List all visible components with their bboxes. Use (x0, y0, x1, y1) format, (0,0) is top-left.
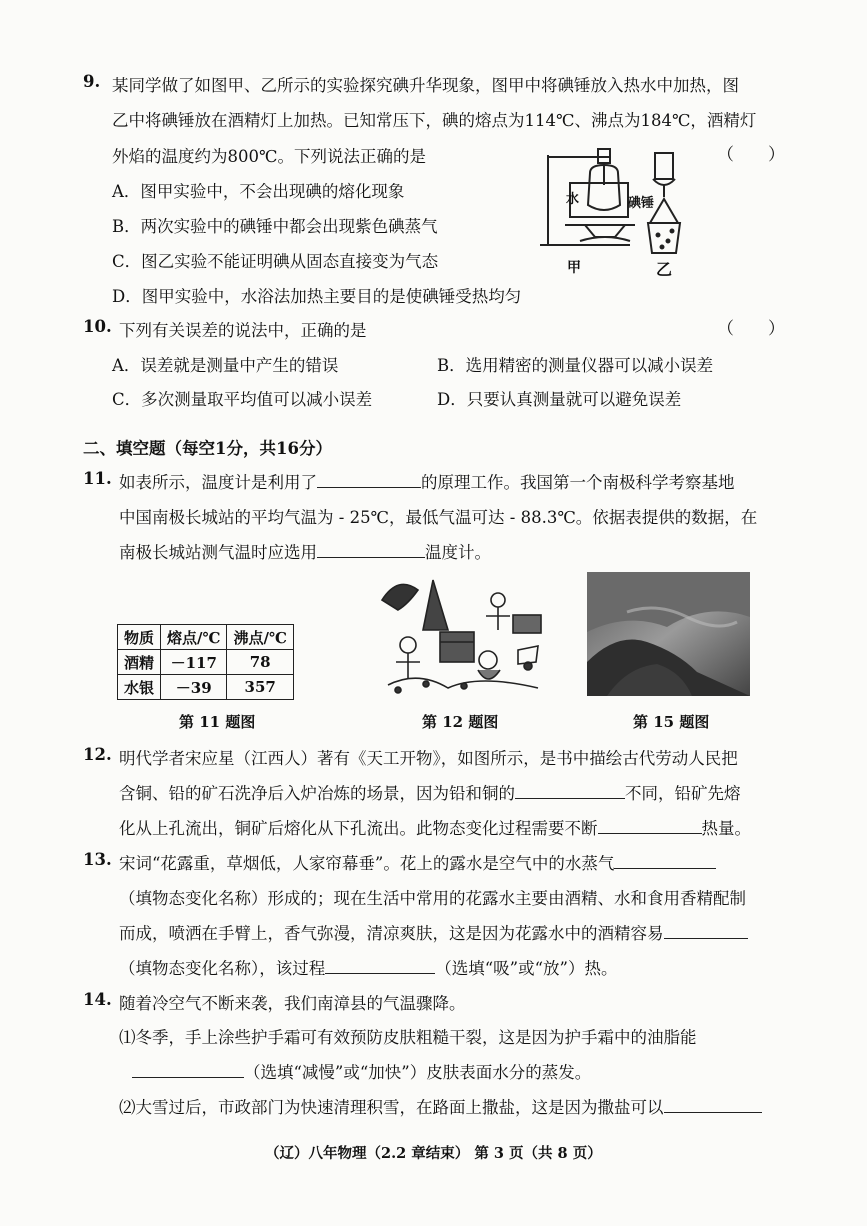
q11-blank-2 (317, 541, 425, 559)
q13-text-4a: （填物态变化名称），该过程 (119, 959, 326, 978)
section-title: 二、填空题（每空1分，共16分） (83, 439, 332, 458)
q11-number: 11. (83, 469, 112, 488)
q12-text-3b: 热量。 (701, 819, 751, 838)
q11-text-1b: 的原理工作。我国第一个南极科学考察基地 (421, 473, 735, 492)
q12-blank-2 (598, 817, 702, 835)
q14-number: 14. (83, 990, 112, 1009)
q9-option-c: C．图乙实验不能证明碘从固态直接变为气态 (112, 252, 439, 271)
q13-text-1: 宋词“花露重，草烟低，人家帘幕垂”。花上的露水是空气中的水蒸气 (119, 854, 615, 873)
q12-line1: 明代学者宋应星（江西人）著有《天工开物》，如图所示，是书中描绘古代劳动人民把 (119, 749, 738, 768)
q11-blank-1 (317, 471, 421, 489)
q9-answer-paren: （ ） (717, 145, 785, 165)
q12-line2 (119, 780, 741, 804)
q12-line3 (119, 815, 751, 839)
q10-number: 10. (83, 317, 112, 336)
q10-stem: 下列有关误差的说法中，正确的是 (119, 321, 367, 340)
q13-text-4b: （选填“吸”或“放”）热。 (435, 959, 618, 978)
q9-option-a: A．图甲实验中，不会出现碘的熔化现象 (112, 182, 405, 201)
fig15-caption: 第 15 题图 (633, 713, 710, 731)
table-cell: －39 (161, 675, 227, 700)
q10-option-a: A．误差就是测量中产生的错误 (112, 356, 339, 375)
fig11-caption: 第 11 题图 (179, 713, 256, 731)
table-header-cell: 物质 (118, 625, 161, 650)
q9-fig-label-water: 水 (566, 192, 580, 207)
q11-text-3a: 南极长城站测气温时应选用 (119, 543, 317, 562)
q14-sub1-line2 (132, 1059, 591, 1083)
q13-number: 13. (83, 850, 112, 869)
q13-line4 (119, 955, 618, 979)
q9-fig-label-iodine: 碘锤 (628, 196, 655, 211)
table-cell: 357 (227, 675, 293, 700)
table-row (118, 675, 294, 700)
table-cell: 水银 (118, 675, 161, 700)
q10-option-c: C．多次测量取平均值可以减小误差 (112, 390, 373, 409)
q9-option-d: D．图甲实验中，水浴法加热主要目的是使碘锤受热均匀 (112, 287, 522, 306)
q14-text-1b: （选填“减慢”或“加快”）皮肤表面水分的蒸发。 (244, 1063, 592, 1082)
q11-text-1a: 如表所示，温度计是利用了 (119, 473, 317, 492)
q14-text-2: ⑵大雪过后，市政部门为快速清理积雪，在路面上撒盐，这是因为撒盐可以 (119, 1098, 664, 1117)
q10-answer-paren: （ ） (717, 319, 785, 339)
q9-line3: 外焰的温度约为800℃。下列说法正确的是 (112, 147, 426, 166)
q9-apparatus-figure (530, 135, 710, 275)
q11-line1 (119, 469, 735, 493)
q9-fig-label-jia: 甲 (567, 260, 581, 276)
q12-number: 12. (83, 745, 112, 764)
table-header-cell: 熔点/℃ (161, 625, 227, 650)
table-header-cell: 沸点/℃ (227, 625, 293, 650)
q13-line1 (119, 850, 716, 874)
q9-line1: 某同学做了如图甲、乙所示的实验探究碘升华现象，图甲中将碘锤放入热水中加热，图 (112, 76, 739, 95)
q14-blank-1 (132, 1061, 244, 1079)
q12-blank-1 (515, 782, 625, 800)
q13-blank-3 (325, 957, 435, 975)
fig12-caption: 第 12 题图 (422, 713, 499, 731)
q13-blank-1 (614, 852, 716, 870)
q10-option-d: D．只要认真测量就可以避免误差 (437, 390, 682, 409)
table-row (118, 650, 294, 675)
q12-text-2a: 含铜、铅的矿石洗净后入炉冶炼的场景，因为铅和铜的 (119, 784, 515, 803)
q9-option-b: B．两次实验中的碘锤中都会出现紫色碘蒸气 (112, 217, 438, 236)
q12-smelting-illustration (378, 570, 546, 696)
table-cell: －117 (161, 650, 227, 675)
q14-blank-2 (664, 1096, 762, 1114)
q9-line2: 乙中将碘锤放在酒精灯上加热。已知常压下，碘的熔点为114℃、沸点为184℃，酒精灯 (112, 111, 757, 130)
q13-line2: （填物态变化名称）形成的；现在生活中常用的花露水主要由酒精、水和食用香精配制 (119, 889, 746, 908)
q13-blank-2 (664, 922, 748, 940)
q14-sub1-line1: ⑴冬季，手上涂些护手霜可有效预防皮肤粗糙干裂，这是因为护手霜中的油脂能 (119, 1028, 697, 1047)
q9-number: 9. (83, 72, 101, 91)
q9-fig-label-yi: 乙 (656, 260, 673, 279)
q15-photo-figure (587, 572, 750, 696)
q11-line3 (119, 539, 491, 563)
q11-text-3b: 温度计。 (425, 543, 491, 562)
q13-text-3: 而成，喷洒在手臂上，香气弥漫，清凉爽肤，这是因为花露水中的酒精容易 (119, 924, 664, 943)
table-cell: 酒精 (118, 650, 161, 675)
table-cell: 78 (227, 650, 293, 675)
q12-text-2b: 不同，铅矿先熔 (625, 784, 741, 803)
q11-table (117, 624, 294, 700)
q14-sub2-line1 (119, 1094, 762, 1118)
q12-text-3a: 化从上孔流出，铜矿后熔化从下孔流出。此物态变化过程需要不断 (119, 819, 598, 838)
table-header-row (118, 625, 294, 650)
q10-option-b: B．选用精密的测量仪器可以减小误差 (437, 356, 714, 375)
q14-line1: 随着冷空气不断来袭，我们南漳县的气温骤降。 (119, 994, 466, 1013)
page-footer: （辽）八年物理（2.2 章结束） 第 3 页（共 8 页） (265, 1145, 602, 1162)
q13-line3 (119, 920, 748, 944)
q11-line2: 中国南极长城站的平均气温为 - 25℃，最低气温可达 - 88.3℃。依据表提供的数据，在 (119, 508, 758, 527)
